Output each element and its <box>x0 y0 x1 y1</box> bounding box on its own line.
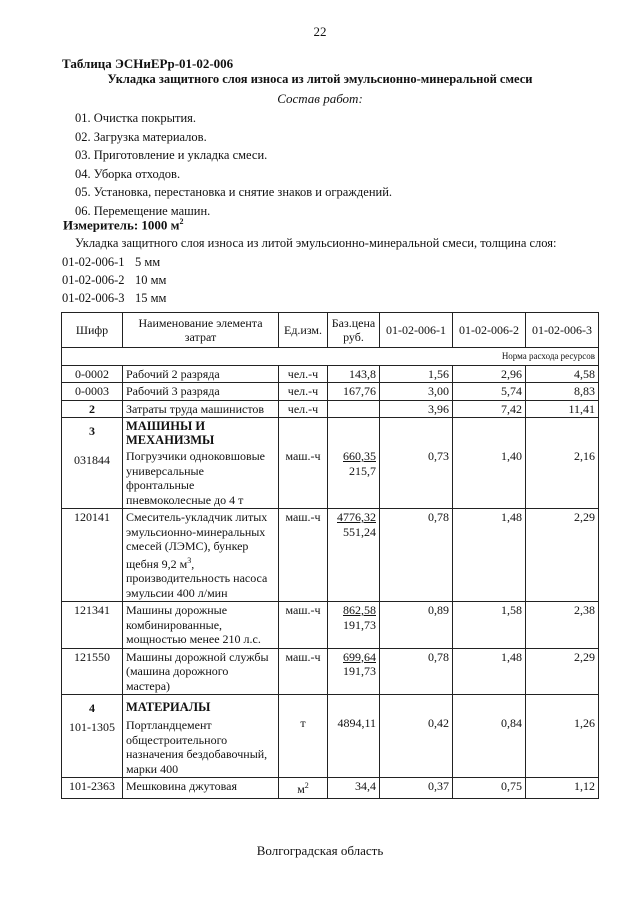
table-header-row <box>62 313 599 348</box>
value: 0,73 <box>428 449 449 463</box>
row-v1 <box>380 418 453 509</box>
thickness-value: 5 мм <box>135 255 161 269</box>
work-list <box>75 109 392 220</box>
section-row <box>62 418 599 509</box>
row-code: 031844 <box>74 452 110 467</box>
section-number <box>62 695 123 778</box>
table-code: Таблица ЭСНиЕРр-01-02-006 <box>62 56 234 71</box>
row-v2: 1,58 <box>453 602 526 649</box>
header-unit: Ед.изм. <box>279 313 328 348</box>
row-v1: 0,78 <box>380 648 453 695</box>
norm-label: Норма расхода ресурсов <box>62 348 599 366</box>
row-code: 2 <box>62 400 123 418</box>
price-main: 699,64 <box>343 649 376 664</box>
price-main: 4776,32 <box>337 510 376 524</box>
measure-label: Измеритель: 1000 м <box>63 217 180 233</box>
value: 0,84 <box>501 716 522 730</box>
row-v2: 1,48 <box>453 509 526 602</box>
norm-label-row <box>62 348 599 366</box>
thickness-code: 01-02-006-3 <box>62 291 125 305</box>
row-code: 121550 <box>62 648 123 695</box>
price-main: 862,58 <box>343 603 376 617</box>
footer-region: Волгоградская область <box>256 843 384 858</box>
row-unit: чел.-ч <box>279 365 328 383</box>
table-row <box>62 365 599 383</box>
row-v2 <box>453 418 526 509</box>
row-v1: 0,37 <box>380 778 453 799</box>
header-cipher: Шифр <box>62 313 123 348</box>
thickness-item <box>62 271 166 289</box>
row-v2: 7,42 <box>453 400 526 418</box>
row-unit: маш.-ч <box>279 509 328 602</box>
thickness-code: 01-02-006-2 <box>62 273 125 287</box>
row-v3: 4,58 <box>526 365 599 383</box>
price-secondary: 191,73 <box>343 617 376 632</box>
thickness-value: 15 мм <box>135 291 167 305</box>
price-main: 660,35 <box>343 449 376 463</box>
thickness-list <box>62 253 166 307</box>
unit-value: м <box>297 782 305 796</box>
unit-sup: 2 <box>304 781 309 790</box>
row-v2: 0,75 <box>453 778 526 799</box>
row-v1: 3,96 <box>380 400 453 418</box>
row-v3 <box>526 695 599 778</box>
value: 0,42 <box>428 716 449 730</box>
table-row <box>62 602 599 649</box>
price-main: 4894,11 <box>337 716 376 730</box>
row-unit: чел.-ч <box>279 400 328 418</box>
table-row <box>62 648 599 695</box>
intro-text: Укладка защитного слоя износа из литой эмульсионно-минеральной смеси, толщина слоя: <box>75 236 557 250</box>
table-row <box>62 383 599 401</box>
row-price: 167,76 <box>328 383 380 401</box>
header-col1: 01-02-006-1 <box>380 313 453 348</box>
section-row <box>62 695 599 778</box>
value: 2,16 <box>574 449 595 463</box>
row-v3: 11,41 <box>526 400 599 418</box>
row-unit <box>279 695 328 778</box>
row-unit: чел.-ч <box>279 383 328 401</box>
price-secondary: 215,7 <box>349 463 376 478</box>
row-v1: 1,56 <box>380 365 453 383</box>
row-v2 <box>453 695 526 778</box>
price-secondary: 551,24 <box>343 524 376 539</box>
row-name: Машины дорожные комбинированные, мощностью менее 210 л.с. <box>123 602 279 649</box>
header-col2: 01-02-006-2 <box>453 313 526 348</box>
row-v3: 2,38 <box>526 602 599 649</box>
measure-sup: 2 <box>179 217 184 226</box>
table-row <box>62 778 599 799</box>
row-name: Рабочий 3 разряда <box>123 383 279 401</box>
row-v3 <box>526 418 599 509</box>
measure-unit <box>63 217 184 233</box>
work-item: 05. Установка, перестановка и снятие знаков и ограждений. <box>75 185 393 199</box>
row-code: 101-1305 <box>69 719 115 734</box>
unit-value: т <box>300 716 306 730</box>
row-v2: 5,74 <box>453 383 526 401</box>
work-item: 03. Приготовление и укладка смеси. <box>75 148 268 162</box>
row-price: 34,4 <box>328 778 380 799</box>
composition-title: Состав работ: <box>277 91 363 106</box>
work-item: 04. Уборка отходов. <box>75 166 181 181</box>
row-name <box>123 418 279 509</box>
row-v3: 2,29 <box>526 509 599 602</box>
row-price <box>328 509 380 602</box>
row-name: Затраты труда машинистов <box>123 400 279 418</box>
machine-name-tail: , производительность насоса эмульсии 400 л/мин <box>126 556 268 600</box>
header-col3: 01-02-006-3 <box>526 313 599 348</box>
row-v1: 3,00 <box>380 383 453 401</box>
header-base-price: Баз.цена руб. <box>328 313 380 348</box>
thickness-code: 01-02-006-1 <box>62 255 125 269</box>
machinist-row <box>62 400 599 418</box>
row-v1: 0,78 <box>380 509 453 602</box>
page-number: 22 <box>313 24 327 39</box>
row-price <box>328 418 380 509</box>
row-price <box>328 695 380 778</box>
work-item: 02. Загрузка материалов. <box>75 129 207 144</box>
header-name: Наименование элемента затрат <box>123 313 279 348</box>
row-v1 <box>380 695 453 778</box>
value: 1,26 <box>574 716 595 730</box>
row-name <box>123 695 279 778</box>
table-row <box>62 509 599 602</box>
row-code: 101-2363 <box>62 778 123 799</box>
row-v2: 1,48 <box>453 648 526 695</box>
row-unit: маш.-ч <box>279 648 328 695</box>
price-secondary: 191,73 <box>343 664 376 678</box>
work-item: 06. Перемещение машин. <box>75 203 211 218</box>
main-title: Укладка защитного слоя износа из литой эмульсионно-минеральной смеси <box>107 72 533 86</box>
section-num: 3 <box>89 424 95 438</box>
work-item: 01. Очистка покрытия. <box>75 111 197 125</box>
section-title: МАТЕРИАЛЫ <box>126 700 211 714</box>
row-v3: 1,12 <box>526 778 599 799</box>
machine-name: Смеситель-укладчик литых эмульсионно-минеральных смесей (ЛЭМС), бункер щебня 9,2 м <box>126 510 268 571</box>
value: 1,40 <box>501 449 522 463</box>
resource-table <box>61 312 599 799</box>
machine-name: Погрузчики одноковшовые универсальные фронтальные пневмоколесные до 4 т <box>126 449 266 507</box>
name-sup: 3 <box>187 555 192 565</box>
row-name: Мешковина джутовая <box>123 778 279 799</box>
unit-value: маш.-ч <box>285 449 321 463</box>
row-code: 120141 <box>62 509 123 602</box>
row-v1: 0,89 <box>380 602 453 649</box>
row-name: Машины дорожной службы (машина дорожного мастера) <box>123 648 279 695</box>
row-name <box>123 509 279 602</box>
row-v3: 8,83 <box>526 383 599 401</box>
row-unit <box>279 418 328 509</box>
row-price: 143,8 <box>328 365 380 383</box>
row-price <box>328 602 380 649</box>
thickness-value: 10 мм <box>135 273 167 287</box>
row-name: Рабочий 2 разряда <box>123 365 279 383</box>
row-price <box>328 400 380 418</box>
section-num: 4 <box>89 701 95 715</box>
row-code: 121341 <box>62 602 123 649</box>
row-unit: маш.-ч <box>279 602 328 649</box>
row-price <box>328 648 380 695</box>
material-name: Портландцемент общестроительного назначения бездобавочный, марки 400 <box>126 718 268 776</box>
section-title: МАШИНЫ И МЕХАНИЗМЫ <box>126 419 215 447</box>
row-unit <box>279 778 328 799</box>
row-v3: 2,29 <box>526 648 599 695</box>
section-number <box>62 418 123 509</box>
thickness-item <box>62 253 166 271</box>
thickness-item <box>62 289 166 307</box>
row-code: 0-0002 <box>62 365 123 383</box>
row-v2: 2,96 <box>453 365 526 383</box>
row-code: 0-0003 <box>62 383 123 401</box>
